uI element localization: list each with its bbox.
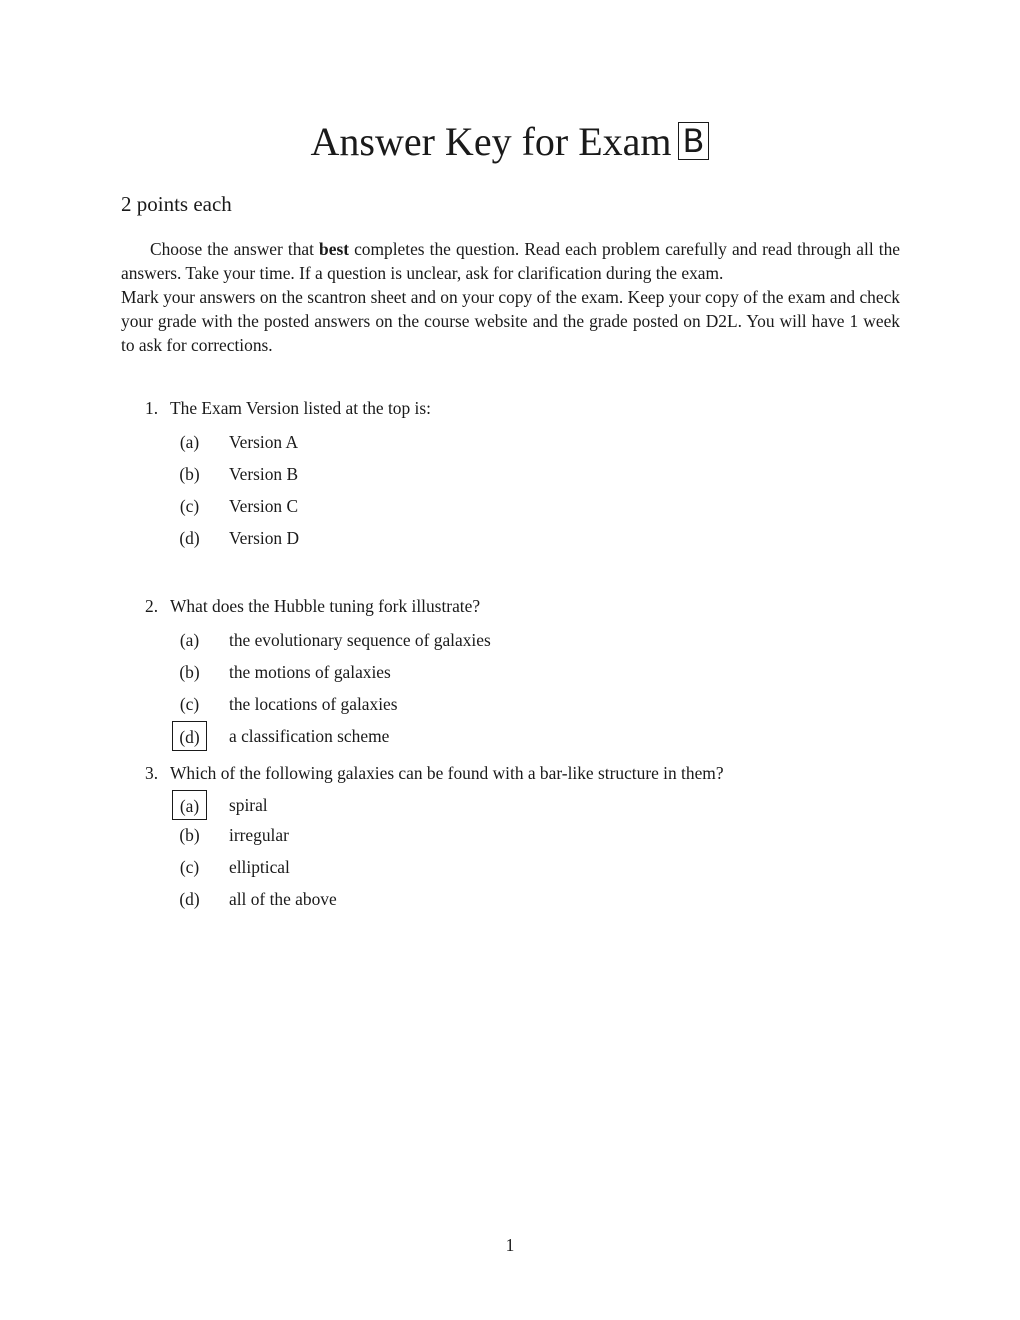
question-1-option-b [172, 459, 298, 489]
option-text: the motions of galaxies [229, 662, 391, 682]
instructions-paragraph-2: Mark your answers on the scantron sheet and on your copy of the exam. Keep your copy of the exam and check your grade with the posted answers on the course website and the grade posted on D2L. You will have 1 week to ask for corrections. [121, 287, 900, 355]
question-2 [145, 594, 480, 618]
correct-answer-box: (d) [172, 721, 207, 751]
option-text: elliptical [229, 857, 290, 877]
question-1-option-d [172, 523, 299, 553]
option-letter: (d) [179, 528, 200, 548]
question-3-option-c [172, 852, 290, 882]
question-2-option-d [172, 721, 389, 751]
page-number: 1 [505, 1235, 515, 1255]
question-number: 1. [145, 398, 159, 418]
question-2-option-a [172, 625, 491, 655]
title-text: Answer Key for Exam [310, 119, 672, 164]
option-letter: (d) [179, 889, 200, 909]
question-3 [145, 761, 724, 785]
option-text: a classification scheme [229, 726, 390, 746]
question-text: The Exam Version listed at the top is: [170, 398, 431, 418]
question-number: 3. [145, 763, 159, 783]
option-letter: (c) [179, 857, 200, 877]
instructions [121, 237, 900, 357]
option-text: Version D [229, 528, 300, 548]
question-1-option-c [172, 491, 298, 521]
question-3-option-b [172, 820, 289, 850]
option-text: Version B [229, 464, 299, 484]
question-3-option-a [172, 790, 268, 820]
points-note: 2 points each [121, 192, 232, 216]
question-2-option-b [172, 657, 391, 687]
question-number: 2. [145, 596, 159, 616]
exam-version-box: B [678, 122, 710, 160]
page-title [0, 118, 1020, 166]
question-3-option-d [172, 884, 337, 914]
option-text: spiral [229, 795, 268, 815]
instructions-paragraph-1 [121, 237, 900, 285]
option-text: the locations of galaxies [229, 694, 398, 714]
question-2-option-c [172, 689, 398, 719]
question-text: What does the Hubble tuning fork illustrate? [170, 596, 481, 616]
option-letter: (b) [179, 662, 200, 682]
option-text: Version C [229, 496, 299, 516]
instructions-text-end: completes the question. Read each problem carefully and read through all the answers. Take your time. If a question is unclear, ask for clarification during the exam. [121, 239, 901, 283]
option-letter: (a) [179, 630, 200, 650]
option-text: Version A [229, 432, 299, 452]
instructions-text-start: Choose the answer that [150, 239, 320, 259]
option-text: all of the above [229, 889, 337, 909]
option-letter: (b) [179, 464, 200, 484]
instructions-emphasis: best [319, 239, 349, 259]
option-letter: (c) [179, 496, 200, 516]
option-text: irregular [229, 825, 289, 845]
option-text: the evolutionary sequence of galaxies [229, 630, 491, 650]
question-1-option-a [172, 427, 298, 457]
question-text: Which of the following galaxies can be found with a bar-like structure in them? [170, 763, 724, 783]
option-letter: (a) [179, 432, 200, 452]
option-letter: (b) [179, 825, 200, 845]
question-1 [145, 396, 431, 420]
correct-answer-box: (a) [172, 790, 207, 820]
option-letter: (c) [179, 694, 200, 714]
